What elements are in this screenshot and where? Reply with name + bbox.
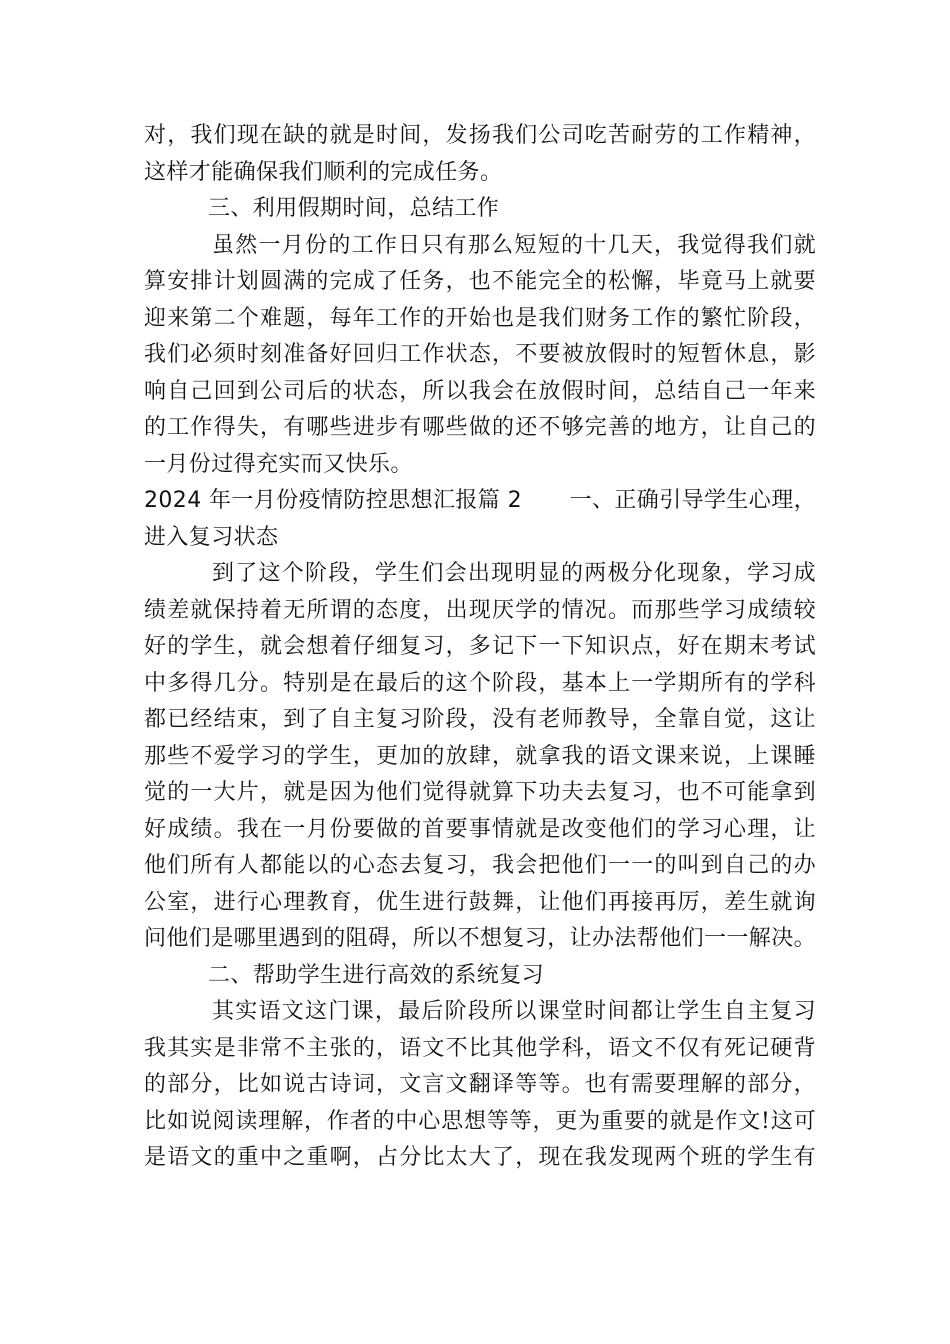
paragraph-line: 比如说阅读理解，作者的中心思想等等，更为重要的就是作文!这可 bbox=[144, 1108, 816, 1134]
section-heading-continued: 进入复习状态 bbox=[144, 524, 279, 550]
paragraph-line: 中多得几分。特别是在最后的这个阶段，基本上一学期所有的学科 bbox=[144, 670, 816, 696]
paragraph-line: 我其实是非常不主张的，语文不比其他学科，语文不仅有死记硬背 bbox=[144, 1035, 816, 1061]
paragraph-line: 他们所有人都能以的心态去复习，我会把他们一一的叫到自己的办 bbox=[144, 853, 816, 878]
paragraph-line: 这样才能确保我们顺利的完成任务。 bbox=[144, 159, 503, 185]
section-heading-inline: 一、正确引导学生心理， bbox=[569, 488, 816, 513]
document-title: 2024 年一月份疫情防控思想汇报篇 2 bbox=[144, 488, 522, 513]
section-heading: 二、帮助学生进行高效的系统复习 bbox=[208, 962, 545, 988]
paragraph-line: 到了这个阶段，学生们会出现明显的两极分化现象，学习成 bbox=[212, 561, 816, 586]
paragraph-line: 响自己回到公司后的状态，所以我会在放假时间，总结自己一年来 bbox=[144, 378, 816, 404]
section-heading: 三、利用假期时间，总结工作 bbox=[208, 196, 500, 221]
paragraph-line: 迎来第二个难题，每年工作的开始也是我们财务工作的繁忙阶段， bbox=[144, 305, 816, 331]
paragraph-line: 都已经结束，到了自主复习阶段，没有老师教导，全靠自觉，这让 bbox=[144, 707, 816, 732]
paragraph-line: 是语文的重中之重啊，占分比太大了，现在我发现两个班的学生有 bbox=[144, 1145, 816, 1170]
paragraph-line: 好的学生，就会想着仔细复习，多记下一下知识点，好在期末考试 bbox=[144, 634, 816, 659]
paragraph-line: 虽然一月份的工作日只有那么短短的十几天，我觉得我们就 bbox=[212, 232, 816, 258]
paragraph-line: 那些不爱学习的学生，更加的放肆，就拿我的语文课来说，上课睡 bbox=[144, 743, 816, 769]
document-title-line bbox=[144, 483, 816, 520]
document-page bbox=[144, 118, 816, 1177]
paragraph-line: 问他们是哪里遇到的阻碍，所以不想复习，让办法帮他们一一解决。 bbox=[144, 926, 816, 951]
paragraph-line: 觉的一大片，就是因为他们觉得就算下功夫去复习，也不可能拿到 bbox=[144, 780, 816, 805]
paragraph-line: 一月份过得充实而又快乐。 bbox=[144, 451, 413, 477]
paragraph-line: 算安排计划圆满的完成了任务，也不能完全的松懈，毕竟马上就要 bbox=[144, 269, 816, 294]
paragraph-line: 公室，进行心理教育，优生进行鼓舞，让他们再接再厉，差生就询 bbox=[144, 889, 816, 915]
paragraph-line: 好成绩。我在一月份要做的首要事情就是改变他们的学习心理，让 bbox=[144, 816, 816, 842]
paragraph-line: 的工作得失，有哪些进步有哪些做的还不够完善的地方，让自己的 bbox=[144, 415, 816, 440]
paragraph-line: 的部分，比如说古诗词，文言文翻译等等。也有需要理解的部分， bbox=[144, 1072, 816, 1097]
paragraph-line: 我们必须时刻准备好回归工作状态，不要被放假时的短暂休息，影 bbox=[144, 342, 816, 367]
paragraph-line: 对，我们现在缺的就是时间，发扬我们公司吃苦耐劳的工作精神， bbox=[144, 123, 816, 148]
paragraph-line: 其实语文这门课，最后阶段所以课堂时间都让学生自主复习 bbox=[212, 999, 816, 1024]
paragraph-line: 绩差就保持着无所谓的态度，出现厌学的情况。而那些学习成绩较 bbox=[144, 597, 816, 623]
